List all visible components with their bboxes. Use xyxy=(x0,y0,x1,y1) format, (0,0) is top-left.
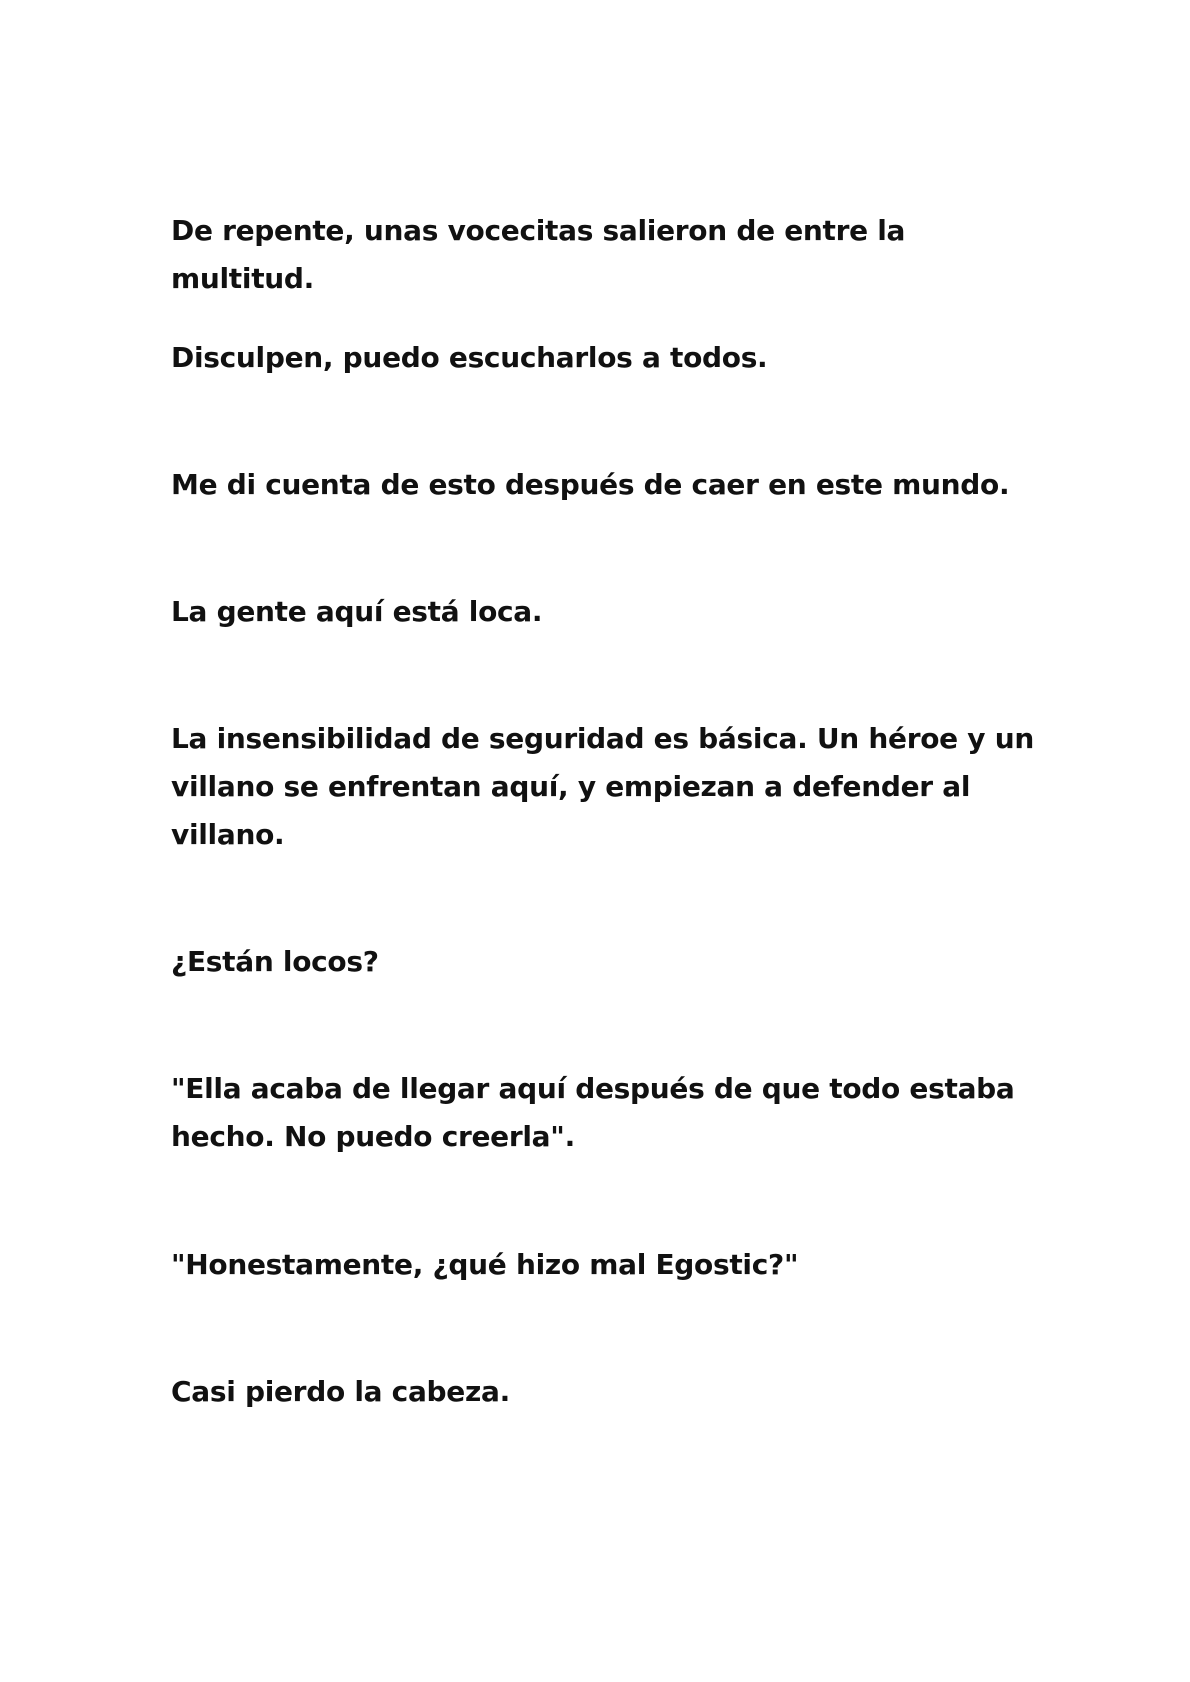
paragraph: La gente aquí está loca. xyxy=(171,595,543,628)
paragraph: Me di cuenta de esto después de caer en este mundo. xyxy=(171,468,1010,501)
paragraph: "Ella acaba de llegar aquí después de que todo estaba hecho. No puedo creerla". xyxy=(171,1072,1015,1153)
paragraph: De repente, unas vocecitas salieron de entre la multitud. xyxy=(171,214,906,295)
paragraph: Disculpen, puedo escucharlos a todos. xyxy=(171,341,768,374)
paragraph: "Honestamente, ¿qué hizo mal Egostic?" xyxy=(171,1248,799,1281)
paragraph: La insensibilidad de seguridad es básica. Un héroe y un villano se enfrentan aquí, y empiezan a defender al villano. xyxy=(171,722,1034,851)
paragraph: Casi pierdo la cabeza. xyxy=(171,1375,510,1408)
paragraph: ¿Están locos? xyxy=(171,945,379,978)
